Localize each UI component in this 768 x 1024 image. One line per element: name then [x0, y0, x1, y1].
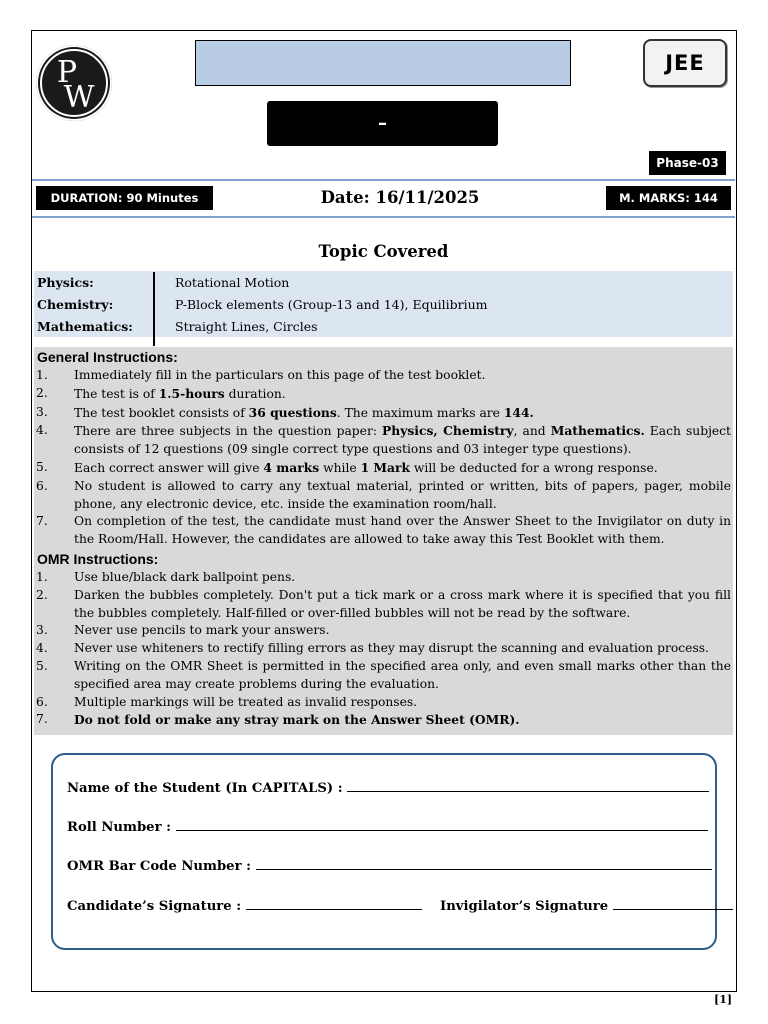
- roll-row: [67, 818, 708, 835]
- signature-row: [67, 897, 733, 914]
- item-text: The test booklet consists of 36 questions. The maximum marks are 144.: [74, 404, 534, 420]
- item-text: Do not fold or make any stray mark on the Answer Sheet (OMR).: [74, 712, 520, 728]
- item-number: 6.: [36, 478, 48, 493]
- item-text: No student is allowed to carry any textual material, printed or written, bits of papers, pager, mobile phone, any electronic device, etc. inside the examination room/hall.: [74, 478, 731, 511]
- topic-row: [34, 271, 733, 293]
- item-number: 3.: [36, 623, 48, 638]
- item-text: Darken the bubbles completely. Don't put a tick mark or a cross mark where it is specified that you fill the bubbles completely. Half-filled or over-filled bubbles will not be read by the software.: [74, 587, 731, 620]
- phase-label: Phase-03: [649, 151, 726, 175]
- topic-row: [34, 315, 733, 337]
- topic-text: P-Block elements (Group-13 and 14), Equilibrium: [175, 296, 488, 312]
- item-number: 3.: [36, 404, 48, 419]
- invigilator-signature-field[interactable]: [613, 897, 733, 910]
- roll-number-field[interactable]: [176, 818, 708, 831]
- general-instruction-item: [34, 367, 733, 385]
- divider-top: [32, 179, 735, 181]
- student-details-form: [51, 753, 717, 950]
- general-instruction-item: [34, 404, 733, 423]
- topics-title: Topic Covered: [318, 242, 449, 261]
- item-text: Multiple markings will be treated as invalid responses.: [74, 694, 418, 709]
- name-field[interactable]: [347, 779, 709, 792]
- omr-instruction-item: [34, 711, 733, 730]
- omr-row: [67, 857, 712, 874]
- general-instructions-heading: General Instructions:: [37, 349, 178, 365]
- exam-badge: JEE: [643, 39, 727, 87]
- pw-logo: [36, 45, 112, 121]
- general-instructions-list: [34, 367, 733, 549]
- topic-subject: Chemistry:: [37, 296, 114, 312]
- topic-subject: Physics:: [37, 274, 94, 290]
- general-instruction-item: [34, 478, 733, 514]
- topic-subject: Mathematics:: [37, 318, 133, 334]
- date-label: Date: 16/11/2025: [320, 188, 480, 207]
- duration-label: DURATION: 90 Minutes: [36, 186, 213, 210]
- omr-instruction-item: [34, 658, 733, 694]
- topic-text: Straight Lines, Circles: [175, 318, 318, 334]
- item-text: There are three subjects in the question paper: Physics, Chemistry, and Mathematics. Each subject consists of 12 questions (09 single correct type questions and 03 integer type questions).: [74, 423, 731, 457]
- item-text: Never use whiteners to rectify filling errors as they may disrupt the scanning and evaluation process.: [74, 641, 709, 656]
- topics-table: [34, 271, 733, 337]
- instructions-panel: [34, 347, 733, 735]
- item-text: Use blue/black dark ballpoint pens.: [74, 569, 296, 584]
- item-number: 1.: [36, 368, 48, 382]
- item-number: 4.: [36, 641, 48, 656]
- omr-instruction-item: [34, 587, 733, 623]
- invigilator-signature-label: Invigilator’s Signature: [440, 899, 609, 914]
- general-instruction-item: [34, 422, 733, 459]
- item-number: 7.: [36, 712, 48, 727]
- item-number: 6.: [36, 694, 48, 709]
- item-text: Never use pencils to mark your answers.: [74, 623, 330, 638]
- omr-instruction-item: [34, 640, 733, 658]
- omr-instructions-list: [34, 569, 733, 730]
- item-number: 1.: [36, 569, 48, 584]
- omr-instruction-item: [34, 569, 733, 587]
- general-instruction-item: [34, 385, 733, 404]
- omr-instruction-item: [34, 694, 733, 712]
- name-label: Name of the Student (In CAPITALS) :: [67, 781, 343, 796]
- item-number: 5.: [36, 658, 48, 673]
- title-box: [195, 40, 571, 86]
- item-text: On completion of the test, the candidate must hand over the Answer Sheet to the Invigilator on duty in the Room/Hall. However, the candidates are allowed to take away this Test Booklet with them.: [74, 514, 731, 547]
- name-row: [67, 779, 709, 796]
- svg-text:W: W: [63, 80, 95, 115]
- item-number: 5.: [36, 459, 48, 474]
- page-number: [1]: [714, 993, 733, 1006]
- item-text: The test is of 1.5-hours duration.: [74, 385, 286, 401]
- item-text: Each correct answer will give 4 marks while 1 Mark will be deducted for a wrong response.: [74, 459, 658, 475]
- omr-barcode-label: OMR Bar Code Number :: [67, 859, 251, 874]
- topic-text: Rotational Motion: [175, 274, 290, 290]
- omr-barcode-field[interactable]: [256, 857, 712, 870]
- general-instruction-item: [34, 513, 733, 549]
- item-number: 7.: [36, 514, 48, 529]
- item-number: 2.: [36, 587, 48, 602]
- max-marks-label: M. MARKS: 144: [606, 186, 731, 210]
- item-number: 4.: [36, 423, 48, 438]
- topics-divider: [153, 272, 155, 346]
- test-name-bar: –: [267, 101, 498, 146]
- candidate-signature-field[interactable]: [246, 897, 422, 910]
- candidate-signature-label: Candidate’s Signature :: [67, 899, 242, 914]
- topic-row: [34, 293, 733, 315]
- omr-instruction-item: [34, 622, 733, 640]
- svg-text:P: P: [56, 55, 78, 90]
- omr-instructions-heading: OMR Instructions:: [37, 550, 159, 567]
- item-text: Immediately fill in the particulars on this page of the test booklet.: [74, 368, 486, 382]
- general-instruction-item: [34, 459, 733, 478]
- item-number: 2.: [36, 385, 48, 400]
- divider-bottom: [32, 216, 735, 218]
- item-text: Writing on the OMR Sheet is permitted in the specified area only, and even small marks other than the specified area may create problems during the evaluation.: [74, 658, 731, 691]
- roll-label: Roll Number :: [67, 820, 171, 835]
